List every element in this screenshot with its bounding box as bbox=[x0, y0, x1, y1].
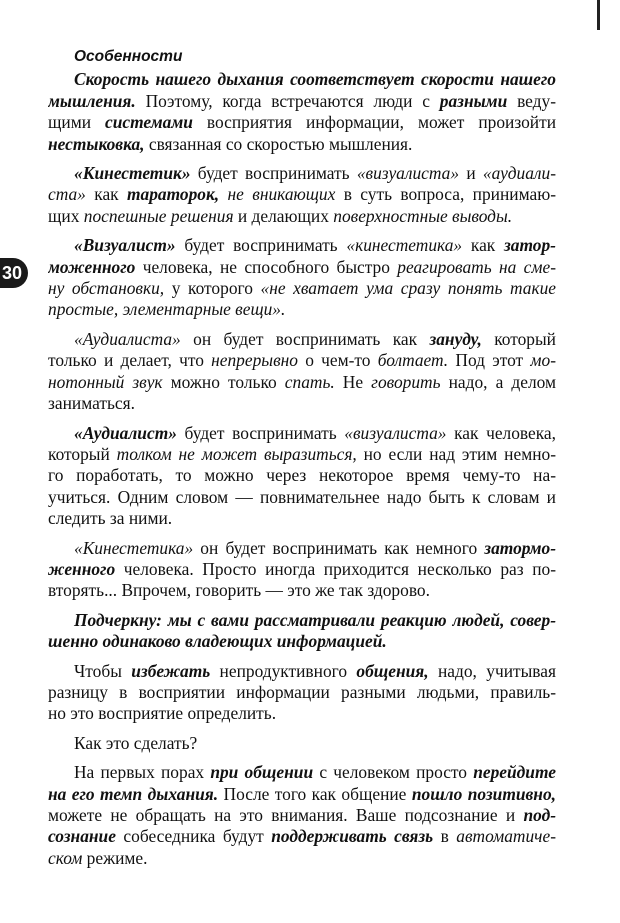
text-line bbox=[48, 682, 556, 703]
text-run: разными bbox=[439, 90, 508, 111]
text-run: в bbox=[433, 826, 457, 847]
text-run: как bbox=[85, 184, 127, 205]
text-run: надо, а делом bbox=[440, 371, 556, 392]
text-run: «аудиали- bbox=[482, 163, 556, 184]
text-run: Скорость нашего дыхания соответствует скорости нашего bbox=[74, 69, 556, 90]
text-run: спать. bbox=[284, 371, 335, 392]
text-line bbox=[48, 465, 556, 486]
text-line bbox=[48, 299, 556, 320]
paragraph bbox=[48, 762, 556, 869]
text-run: затор- bbox=[504, 235, 556, 256]
text-line bbox=[48, 784, 556, 805]
text-run: реагировать на сме- bbox=[397, 256, 556, 277]
text-run: режиме. bbox=[82, 847, 148, 868]
text-line bbox=[48, 184, 556, 205]
text-line bbox=[48, 703, 556, 724]
text-run: го поработать, то можно через некоторое время чему-то на- bbox=[48, 465, 556, 486]
paragraphs bbox=[48, 69, 556, 869]
text-run: будет воспринимать bbox=[176, 422, 345, 443]
text-run: Не bbox=[334, 371, 372, 392]
text-run: щими bbox=[48, 112, 106, 133]
text-run: с человеком просто bbox=[313, 762, 474, 783]
text-run: шенно одинаково владеющих информацией. bbox=[48, 631, 387, 652]
text-run: зануду, bbox=[429, 328, 482, 349]
text-line bbox=[48, 235, 556, 256]
text-line bbox=[48, 112, 556, 133]
text-run: общения, bbox=[356, 660, 429, 681]
text-run: можете не обращать на это внимания. Ваше подсознание и bbox=[48, 805, 524, 825]
text-run: надо, учитывая bbox=[428, 660, 556, 681]
text-run: Под этот bbox=[448, 350, 531, 371]
text-run: как человека, bbox=[446, 422, 556, 443]
text-line bbox=[48, 444, 556, 465]
text-line bbox=[48, 805, 556, 826]
text-run: На первых порах bbox=[74, 762, 211, 783]
text-run: «не хватает ума сразу понять такие bbox=[260, 278, 556, 299]
text-run: не вникающих bbox=[227, 184, 336, 205]
text-run: собеседника будут bbox=[115, 826, 272, 847]
text-line bbox=[48, 393, 556, 414]
text-run: но если над этим немно- bbox=[356, 443, 556, 464]
text-run: Чтобы bbox=[74, 660, 132, 681]
text-run: тараторок, bbox=[127, 184, 220, 205]
text-run: о чем-то bbox=[297, 350, 378, 371]
text-run: поверхностные выводы. bbox=[333, 205, 513, 226]
text-run: ском bbox=[48, 847, 83, 868]
paragraph bbox=[48, 538, 556, 602]
paragraph bbox=[48, 733, 556, 754]
text-line bbox=[48, 733, 556, 754]
text-line bbox=[48, 580, 556, 601]
text-run: веду- bbox=[507, 90, 556, 111]
text-run: связанная со скоростью мышления. bbox=[144, 133, 413, 154]
text-line bbox=[48, 631, 556, 652]
paragraph bbox=[48, 610, 556, 653]
text-run: После того как общение bbox=[218, 783, 412, 804]
text-line bbox=[48, 134, 556, 155]
text-run: но это восприятие определить. bbox=[48, 703, 277, 724]
text-run: восприятия информации, может произойти bbox=[192, 112, 556, 133]
paragraph bbox=[48, 661, 556, 725]
text-run: поддерживать связь bbox=[271, 826, 434, 847]
section-heading: Особенности bbox=[74, 48, 183, 65]
text-run: пошло позитивно, bbox=[411, 783, 556, 804]
text-line bbox=[48, 372, 556, 393]
text-line bbox=[48, 826, 556, 847]
text-run: «визуалиста» bbox=[344, 422, 447, 443]
text-line bbox=[48, 487, 556, 508]
text-line bbox=[48, 91, 556, 112]
text-line bbox=[48, 508, 556, 529]
text-run: «Аудиалиста» bbox=[74, 328, 181, 349]
paragraph bbox=[48, 329, 556, 415]
text-run: который bbox=[481, 328, 556, 349]
paragraph bbox=[48, 423, 556, 530]
text-run: избежать bbox=[131, 660, 211, 681]
text-run: на его темп дыхания. bbox=[48, 783, 219, 804]
text-run: «Визуалист» bbox=[74, 235, 176, 256]
text-run: следить за ними. bbox=[48, 508, 173, 529]
text-run: говорить bbox=[371, 371, 441, 392]
text-run: непрерывно bbox=[211, 350, 298, 371]
text-run: болтает. bbox=[377, 350, 449, 371]
text-run: под- bbox=[523, 805, 556, 825]
text-run: простые, элементарные вещи». bbox=[48, 299, 286, 320]
paragraph bbox=[48, 163, 556, 227]
text-run: учиться. Одним словом — повнимательнее надо быть к словам и bbox=[48, 486, 556, 507]
text-run: при общении bbox=[210, 762, 314, 783]
text-run bbox=[219, 184, 227, 204]
text-run: автоматиче- bbox=[456, 826, 556, 847]
text-run: «Кинестетика» bbox=[74, 537, 194, 558]
text-run: нестыковка, bbox=[48, 133, 145, 154]
text-line bbox=[48, 163, 556, 184]
text-run: Подчеркну: мы с вами рассматривали реакцию людей, совер- bbox=[74, 609, 556, 630]
text-run: системами bbox=[105, 112, 193, 133]
text-run: человека, не способного быстро bbox=[135, 256, 398, 277]
text-run: толком не может выразиться, bbox=[116, 443, 357, 464]
text-run: «кинестетика» bbox=[346, 235, 463, 256]
text-run: он будет воспринимать как bbox=[180, 328, 430, 349]
page-edge-mark bbox=[597, 0, 600, 30]
text-line bbox=[48, 538, 556, 559]
text-run: как bbox=[462, 235, 505, 256]
text-run: женного bbox=[48, 558, 116, 579]
text-run: поспешные решения bbox=[83, 205, 234, 226]
text-run: будет воспринимать bbox=[190, 163, 357, 184]
text-line bbox=[48, 423, 556, 444]
text-line bbox=[48, 610, 556, 631]
text-run: «Кинестетик» bbox=[74, 163, 191, 184]
text-line bbox=[48, 278, 556, 299]
text-line bbox=[48, 206, 556, 227]
text-line bbox=[48, 257, 556, 278]
text-run: и делающих bbox=[233, 205, 334, 226]
text-run: мо- bbox=[530, 350, 556, 371]
paragraph bbox=[48, 235, 556, 321]
text-run: у которого bbox=[164, 278, 261, 299]
text-run: он будет воспринимать как немного bbox=[193, 537, 485, 558]
text-run: сознание bbox=[48, 826, 116, 847]
text-line bbox=[48, 661, 556, 682]
text-run: разницу в восприятии информации разными людьми, правиль- bbox=[48, 681, 556, 702]
text-line bbox=[48, 848, 556, 869]
text-run: вторять... Впрочем, говорить — это же так здорово. bbox=[48, 580, 430, 601]
text-line bbox=[48, 350, 556, 371]
text-run: Как это сделать? bbox=[74, 732, 198, 753]
text-run: человека. Просто иногда приходится несколько раз по- bbox=[115, 558, 556, 579]
paragraph bbox=[48, 69, 556, 155]
text-run: моженного bbox=[48, 256, 136, 277]
text-run: Поэтому, когда встречаются люди с bbox=[135, 90, 440, 111]
text-line bbox=[48, 559, 556, 580]
text-line bbox=[48, 762, 556, 783]
text-run: нотонный звук bbox=[48, 371, 163, 392]
text-run: можно только bbox=[162, 371, 285, 392]
text-run: непродуктивного bbox=[210, 660, 357, 681]
page-text bbox=[48, 46, 556, 877]
text-run: и bbox=[459, 163, 483, 184]
text-line bbox=[48, 69, 556, 90]
text-run: который bbox=[48, 443, 117, 464]
text-run: в суть вопроса, принимаю- bbox=[335, 184, 556, 205]
text-line bbox=[48, 329, 556, 350]
text-run: мышления. bbox=[48, 90, 136, 111]
text-run: перейдите bbox=[473, 762, 556, 783]
text-run: ну обстановки, bbox=[48, 278, 165, 299]
text-run: «Аудиалист» bbox=[74, 422, 177, 443]
text-run: только и делает, что bbox=[48, 350, 212, 371]
text-run: затормо- bbox=[484, 537, 556, 558]
page-number-badge: 30 bbox=[0, 258, 28, 288]
text-run: будет воспринимать bbox=[175, 235, 347, 256]
text-run: ста» bbox=[48, 184, 86, 205]
text-run: заниматься. bbox=[48, 393, 135, 414]
text-run: «визуалиста» bbox=[356, 163, 460, 184]
text-run: щих bbox=[48, 205, 84, 226]
